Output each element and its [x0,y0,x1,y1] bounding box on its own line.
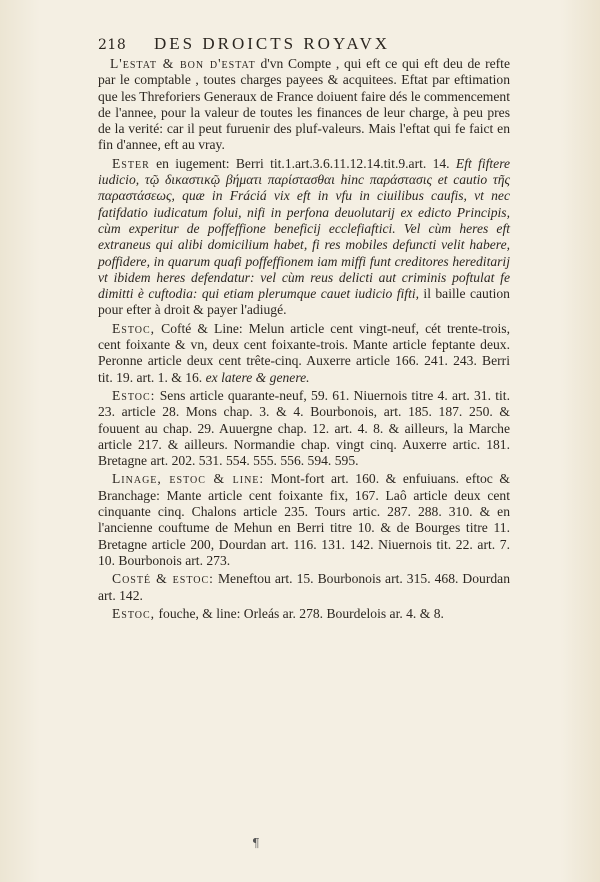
entry-text: Sens article quarante-neuf, 59. 61. Niuernois titre 4. art. 31. tit. 23. article 28. Mons chap. 3. & 4. Bourbonois, art. 185. 187. 250. & fouuent au chap. 29. Auuergne chap. 12. art. 4. 8. & ailleurs, la Marche article 217. & ailleurs. Normandie chap. vingt cinq. Auxerre artic. 181. Bretagne art. 202. 531. 554. 555. 556. 594. 595. [98,387,510,469]
entry-lead: Estoc: [112,387,156,403]
entry-lead: Estoc, [112,605,156,621]
page-header [98,34,504,54]
entry-text: Meneftou art. 15. Bourbonois art. 315. 468. Dourdan art. 142. [98,571,510,603]
latin-gloss: ex latere & genere. [202,369,310,385]
paragraph-estat [98,56,510,154]
entry-tail: il baille caution pour efter à droit & payer l'adiugé. [98,286,510,318]
entry-text: en iugement: Berri tit.1.art.3.6.11.12.14.tit.9.art. 14. [149,155,450,171]
entry-text: d'vn Compte , qui eft ce qui eft deu de refte par le comptable , toutes charges payees & acquitees. Eftat par eftimation que les Threforiers Generaux de France doiuent faire dés le commencement de l'annee, pour la valeur de toutes les finances de leur charge, à peu pres de la verité: car il peut furuenir des pluf-valeurs. Mais l'eftat qui fe faict en fin d'annee, eft au vray. [98,56,510,153]
entry-lead: Costé & estoc: [112,571,214,587]
paragraph-estoc-souche [98,606,510,622]
bottom-mark: ¶ [252,836,260,850]
running-title: DES DROICTS ROYAVX [154,34,390,53]
paragraph-estoc [98,388,510,469]
page-number: 218 [98,37,127,53]
entry-lead: Ester [112,155,150,171]
entry-text: Cofté & Line: Melun article cent vingt-neuf, cét trente-trois, cent foixante & vn, deux cent foixante-trois. Mante article feptante deux. Peronne article deux cent trête-cinq. Auxerre article 166. 241. 243. Berri tit. 19. art. 1. & 16. [98,320,510,385]
entry-lead: L'estat & bon d'estat [110,56,256,71]
entry-text: fouche, & line: Orleás ar. 278. Bourdelois ar. 4. & 8. [155,605,444,621]
paragraph-linage [98,471,510,569]
entry-lead: Linage, estoc & line: [112,471,265,487]
paragraph-estoc-coste-line [98,321,510,386]
paragraph-coste-estoc [98,571,510,604]
body-text [98,56,510,624]
entry-lead: Estoc, [112,320,156,336]
entry-text: Mont-fort art. 160. & enfuiuans. eftoc & Branchage: Mante article cent foixante fix, 167. Laô article deux cent cinquante cinq. Chalons article 235. Tours artic. 287. 288. 310. & en l'ancienne couftume de Mehun en Berri titre 10. & de Bourges titre 11. Bretagne article 200, Dourdan art. 116. 131. 142. Niuernois tit. 22. art. 7. 10. Bourbonois art. 273. [98,471,510,568]
paragraph-ester [98,156,510,319]
latin-gloss: Eft fiftere iudicio, τῷ δικαστικῷ βήματι παρίστασθαι hinc παράστασις et cautio τῆς παραστάσεως, quæ in Fráciá vix eft in vfu in ciuilibus caufis, vt nec fatifdatio iudicatum folui, nifi in perfona deuolutarij ex edicto Principis, cùm experitur de poffeffione beneficij ecclefiaftici. Vel cùm heres eft extraneus qui alibi domicilium habet, fi res mobiles defuncti velit habere, poffidere, in quarum quafi poffeffionem iam miffi funt creditores hereditarij vt ibidem heres defendatur: vel cùm reus delicti aut criminis poftulat fe dimitti è cuftodia: qui etiam plerumque cauet iudicio fifti, [98,155,511,302]
